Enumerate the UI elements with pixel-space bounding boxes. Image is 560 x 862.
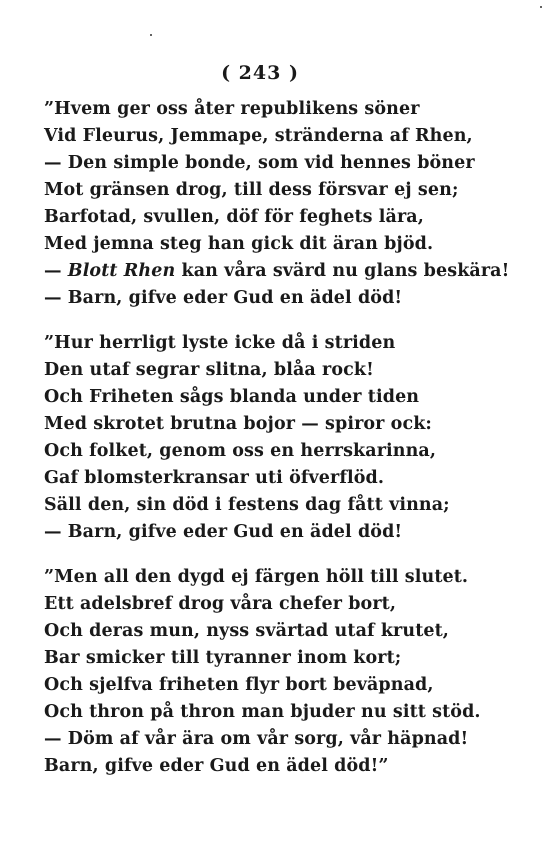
verse-line: Mot gränsen drog, till dess försvar ej sen; <box>44 180 459 200</box>
verse-line: Med skrotet brutna bojor — spiror ock: <box>44 414 432 434</box>
verse-line: Och sjelfva friheten flyr bort beväpnad, <box>44 675 434 695</box>
verse-line: Säll den, sin död i festens dag fått vinna; <box>44 495 450 515</box>
verse-line: Barfotad, svullen, döf för feghets lära, <box>44 207 424 227</box>
verse-line: Och thron på thron man bjuder nu sitt stöd. <box>44 702 481 722</box>
verse-line: Och Friheten sågs blanda under tiden <box>44 387 420 407</box>
verse-line: Den utaf segrar slitna, blåa rock! <box>44 360 374 380</box>
verse-line: ”Hur herrligt lyste icke då i striden <box>44 333 396 353</box>
refrain-line: Barn, gifve eder Gud en ädel död!” <box>44 756 389 776</box>
verse-line-suffix: kan våra svärd nu glans beskära! <box>175 261 510 281</box>
verse-line: ”Hvem ger oss åter republikens söner <box>44 99 420 119</box>
print-speck <box>540 6 542 8</box>
verse-line-prefix: — <box>44 261 68 281</box>
verse-line: — Den simple bonde, som vid hennes böner <box>44 153 475 173</box>
verse-line: Och folket, genom oss en herrskarinna, <box>44 441 437 461</box>
verse-line-italic <box>44 258 514 285</box>
print-speck <box>150 34 152 36</box>
verse-line: Ett adelsbref drog våra chefer bort, <box>44 594 397 614</box>
page-number: ( 243 ) <box>221 62 299 84</box>
italic-phrase: Blott Rhen <box>67 261 176 281</box>
stanza-3 <box>44 564 514 780</box>
verse-line: — Döm af vår ära om vår sorg, vår häpnad! <box>44 729 469 749</box>
verse-line: Vid Fleurus, Jemmape, stränderna af Rhen, <box>44 126 473 146</box>
verse-line: Med jemna steg han gick dit äran bjöd. <box>44 234 434 254</box>
refrain-line: — Barn, gifve eder Gud en ädel död! <box>44 522 403 542</box>
verse-line: Och deras mun, nyss svärtad utaf krutet, <box>44 621 449 641</box>
verse-line: Gaf blomsterkransar uti öfverflöd. <box>44 468 385 488</box>
stanza-2 <box>44 330 514 546</box>
verse-line: ”Men all den dygd ej färgen höll till slutet. <box>44 567 469 587</box>
stanza-1 <box>44 96 514 312</box>
verse-line: Bar smicker till tyranner inom kort; <box>44 648 402 668</box>
refrain-line: — Barn, gifve eder Gud en ädel död! <box>44 288 403 308</box>
